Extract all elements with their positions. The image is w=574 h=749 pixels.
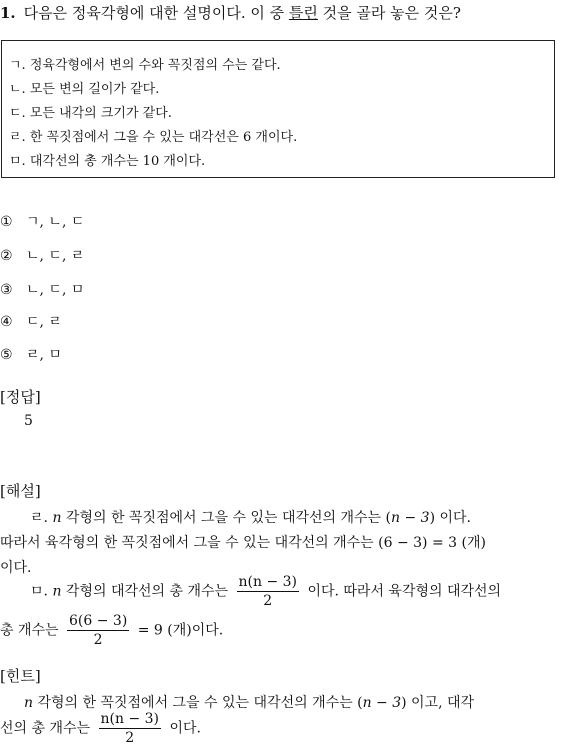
statement-3: ㄷ. 모든 내각의 크기가 같다. xyxy=(9,106,172,121)
fraction-hexagon: $\frac{6(6 - 3)}{2}$ xyxy=(69,613,128,648)
choice-text: ㄷ, ㄹ xyxy=(26,314,62,330)
choice-text: ㄴ, ㄷ, ㅁ xyxy=(26,282,85,298)
choice-3[interactable] xyxy=(0,279,84,299)
hint-label: [힌트] xyxy=(0,667,41,685)
choice-text: ㄹ, ㅁ xyxy=(26,347,62,363)
statement-5: ㅁ. 대각선의 총 개수는 10 개이다. xyxy=(9,154,206,169)
choice-number: ⑤ xyxy=(0,347,13,363)
choice-number: ② xyxy=(0,248,13,264)
choice-1[interactable] xyxy=(0,211,84,231)
hint-line-2: 선의 총 개수는 $\frac{n(n - 3)}{2}$ 이다. xyxy=(0,711,201,746)
explanation-line-2: 따라서 육각형의 한 꼭짓점에서 그을 수 있는 대각선의 개수는 (6 − 3) = 3 (개) xyxy=(0,535,486,551)
choice-2[interactable] xyxy=(0,245,84,265)
question-text-end: 것을 골라 놓은 것은? xyxy=(322,4,461,22)
choice-text: ㄱ, ㄴ, ㄷ xyxy=(26,214,85,230)
choice-number: ③ xyxy=(0,282,13,298)
fraction-hint: $\frac{n(n - 3)}{2}$ xyxy=(100,711,159,746)
explanation-line-5: 총 개수는 $\frac{6(6 - 3)}{2}$ = 9 (개)이다. xyxy=(0,613,224,648)
question-line xyxy=(0,2,461,23)
fraction-diagonals: $\frac{n(n - 3)}{2}$ xyxy=(238,574,297,609)
answer-label: [정답] xyxy=(0,388,41,406)
choice-4[interactable] xyxy=(0,311,62,331)
underlined-word: 틀린 xyxy=(288,4,318,22)
statement-2: ㄴ. 모든 변의 길이가 같다. xyxy=(9,82,160,97)
choice-text: ㄴ, ㄷ, ㄹ xyxy=(26,248,85,264)
choice-number: ④ xyxy=(0,314,13,330)
choice-5[interactable] xyxy=(0,344,62,364)
explanation-label: [해설] xyxy=(0,482,41,500)
choice-number: ① xyxy=(0,214,13,230)
question-text: 다음은 정육각형에 대한 설명이다. 이 중 xyxy=(23,4,285,22)
statement-1: ㄱ. 정육각형에서 변의 수와 꼭짓점의 수는 같다. xyxy=(9,58,281,73)
answer-value: 5 xyxy=(24,413,33,429)
explanation-line-3: 이다. xyxy=(0,560,32,576)
question-number: 1. xyxy=(0,4,16,22)
explanation-line-4: ㅁ. n 각형의 대각선의 총 개수는 $\frac{n(n - 3)}{2}$ 이다. 따라서 육각형의 대각선의 xyxy=(30,574,502,609)
hint-line-1: n 각형의 한 꼭짓점에서 그을 수 있는 대각선의 개수는 (n − 3) 이고, 대각 xyxy=(24,695,475,711)
explanation-line-1: ㄹ. n 각형의 한 꼭짓점에서 그을 수 있는 대각선의 개수는 (n − 3) 이다. xyxy=(30,510,471,526)
statement-box xyxy=(1,40,555,178)
statement-4: ㄹ. 한 꼭짓점에서 그을 수 있는 대각선은 6 개이다. xyxy=(9,130,298,145)
